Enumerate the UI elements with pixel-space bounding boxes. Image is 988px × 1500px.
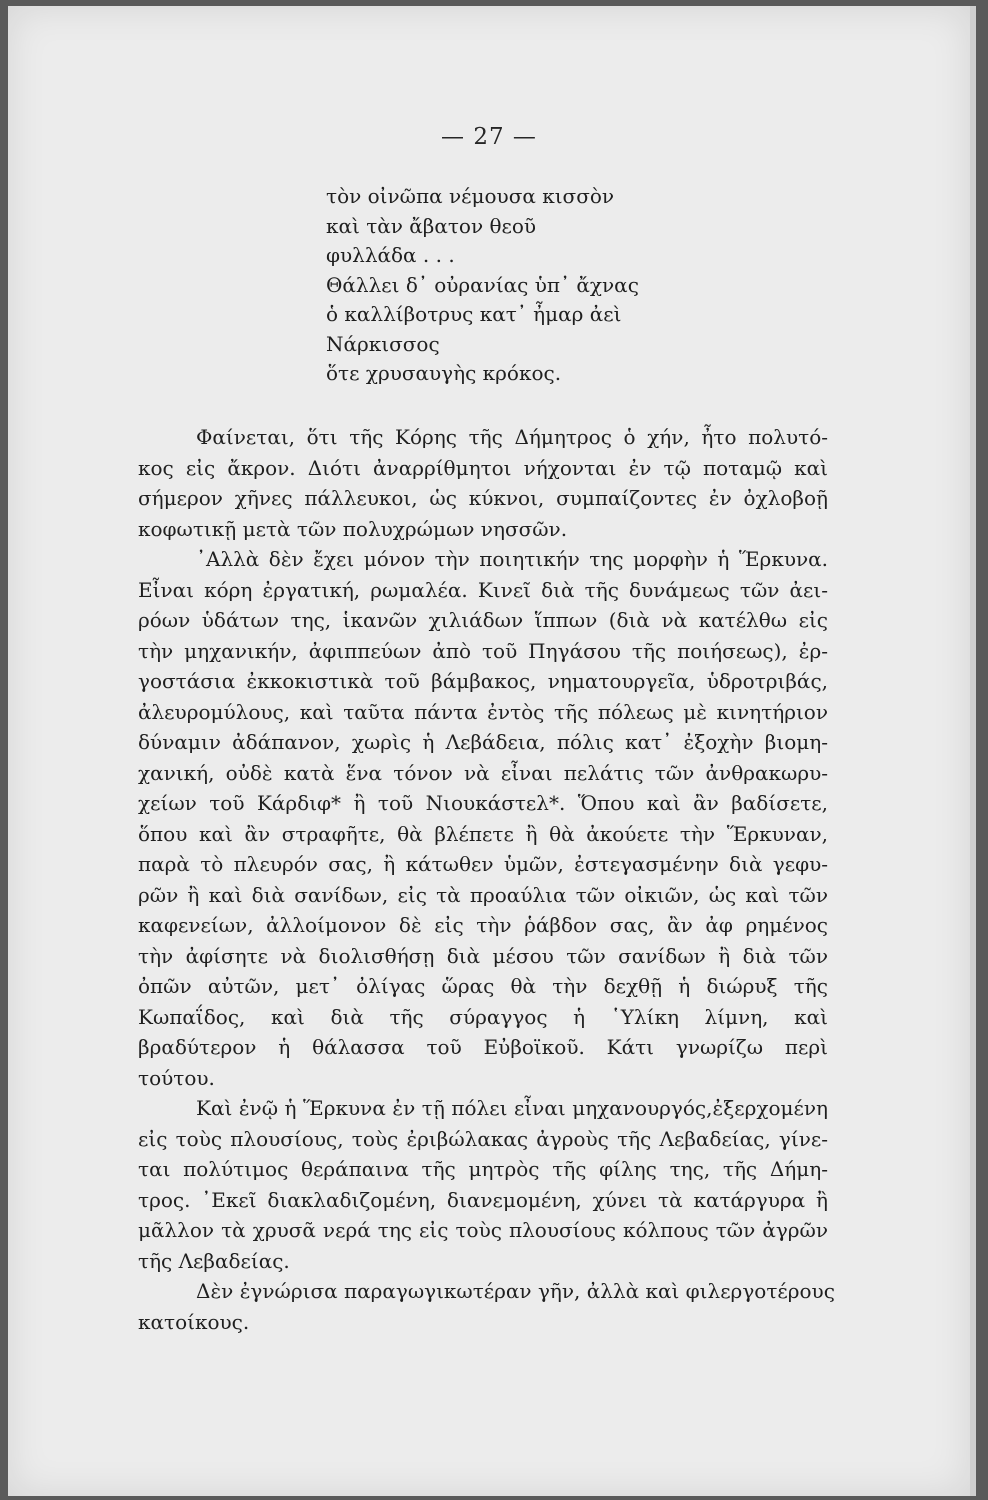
text-line: Δὲν ἐγνώρισα παραγωγικωτέραν γῆν, ἀλλὰ καὶ φιλεργοτέρους (196, 1279, 835, 1303)
text-line: τὴν ἀφίσητε νὰ διολισθήσῃ διὰ μέσου τῶν σανίδων ἢ διὰ τῶν (138, 943, 828, 968)
text-line: τρος. ᾿Εκεῖ διακλαδιζομένη, διανεμομένη, χύνει τὰ κατάργυρα ἢ (138, 1187, 828, 1212)
verse-line: φυλλάδα . . . (326, 243, 455, 267)
text-line: τούτου. (138, 1065, 215, 1090)
text-line: ρῶν ἢ καὶ διὰ σανίδων, εἰς τὰ προαύλια τῶν οἰκιῶν, ὡς καὶ τῶν (138, 882, 828, 907)
text-line: ὅπου καὶ ἂν στραφῆτε, θὰ βλέπετε ἢ θὰ ἀκούετε τὴν Ἕρκυναν, (138, 821, 828, 846)
text-line: τῆς Λεβαδείας. (138, 1248, 290, 1273)
text-line: σήμερον χῆνες πάλλευκοι, ὡς κύκνοι, συμπαίζοντες ἐν ὀχλοβοῇ (138, 486, 828, 510)
page-number: — 27 — (441, 124, 537, 150)
verse-line: Νάρκισσος (326, 331, 440, 356)
text-line: Εἶναι κόρη ἐργατική, ρωμαλέα. Κινεῖ διὰ τῆς δυνάμεως τῶν ἀει- (138, 577, 828, 602)
paragraph (138, 1276, 835, 1337)
book-page (8, 6, 976, 1496)
verse-line: Θάλλει δ᾽ οὐρανίας ὑπ᾽ ἄχνας (326, 272, 639, 297)
verse-line: τὸν οἰνῶπα νέμουσα κισσὸν (326, 184, 615, 208)
verse-line: ὁ καλλίβοτρυς κατ᾽ ἦμαρ ἀεὶ (326, 302, 622, 326)
text-line: μᾶλλον τὰ χρυσᾶ νερά της εἰς τοὺς πλουσίους κόλπους τῶν ἀγρῶν (138, 1218, 828, 1242)
text-line: Κωπαΐδος, καὶ διὰ τῆς σύραγγος ἡ ῾Υλίκη λίμνη, καὶ (138, 1004, 828, 1029)
text-line: ται πολύτιμος θεράπαινα τῆς μητρὸς τῆς φίλης της, τῆς Δήμη- (138, 1157, 828, 1181)
text-line: εἰς τοὺς πλουσίους, τοὺς ἐριβώλακας ἀγροὺς τῆς Λεβαδείας, γίνε- (138, 1126, 828, 1151)
paragraph (138, 1093, 828, 1276)
paragraph (138, 544, 828, 1093)
text-line: χανική, οὐδὲ κατὰ ἕνα τόνον νὰ εἶναι πελάτις τῶν ἀνθρακωρυ- (138, 760, 828, 785)
text-line: κος εἰς ἄκρον. Διότι ἀναρρίθμητοι νήχονται ἐν τῷ ποταμῷ καὶ (138, 455, 828, 480)
text-line: κοφωτικῇ μετὰ τῶν πολυχρώμων νησσῶν. (138, 516, 568, 541)
text-line: παρὰ τὸ πλευρόν σας, ἢ κάτωθεν ὑμῶν, ἐστεγασμένην διὰ γεφυ- (138, 852, 828, 876)
text-line: βραδύτερον ἡ θάλασσα τοῦ Εὐβοϊκοῦ. Κάτι γνωρίζω περὶ (138, 1035, 828, 1059)
verse-line: ὅτε χρυσαυγὴς κρόκος. (326, 361, 562, 385)
verse-quotation (326, 182, 639, 389)
text-line: ᾿Αλλὰ δὲν ἔχει μόνον τὴν ποιητικήν της μορφὴν ἡ Ἕρκυνα. (196, 547, 828, 571)
text-line: Φαίνεται, ὅτι τῆς Κόρης τῆς Δήμητρος ὁ χήν, ἦτο πολυτό- (196, 425, 828, 449)
text-line: καφενείων, ἀλλοίμονον δὲ εἰς τὴν ῥάβδον σας, ἂν ἀφ ρημένος (138, 913, 828, 937)
text-line: ρόων ὑδάτων της, ἱκανῶν χιλιάδων ἵππων (διὰ νὰ κατέλθω εἰς (138, 608, 828, 632)
text-line: γοστάσια ἐκκοκιστικὰ τοῦ βάμβακος, νηματουργεῖα, ὑδροτριβάς, (138, 669, 828, 693)
text-line: τὴν μηχανικήν, ἀφιππεύων ἀπὸ τοῦ Πηγάσου τῆς ποιήσεως), ἐρ- (138, 638, 828, 663)
text-line: δύναμιν ἀδάπανον, χωρὶς ἡ Λεβάδεια, πόλις κατ᾽ ἐξοχὴν βιομη- (138, 730, 828, 754)
text-line: χείων τοῦ Κάρδιφ* ἢ τοῦ Νιουκάστελ*. Ὅπου καὶ ἂν βαδίσετε, (138, 791, 828, 815)
paragraph (138, 422, 828, 544)
text-line: Καὶ ἐνῷ ἡ Ἕρκυνα ἐν τῇ πόλει εἶναι μηχανουργός,ἐξερχομένη (196, 1096, 828, 1120)
verse-line: καὶ τὰν ἄβατον θεοῦ (326, 213, 537, 238)
text-line: ὀπῶν αὐτῶν, μετ᾽ ὀλίγας ὥρας θὰ τὴν δεχθῇ ἡ διώρυξ τῆς (138, 974, 828, 998)
text-line: κατοίκους. (138, 1309, 250, 1334)
text-line: ἀλευρομύλους, καὶ ταῦτα πάντα ἐντὸς τῆς πόλεως μὲ κινητήριον (138, 699, 828, 724)
body-text (138, 422, 835, 1337)
